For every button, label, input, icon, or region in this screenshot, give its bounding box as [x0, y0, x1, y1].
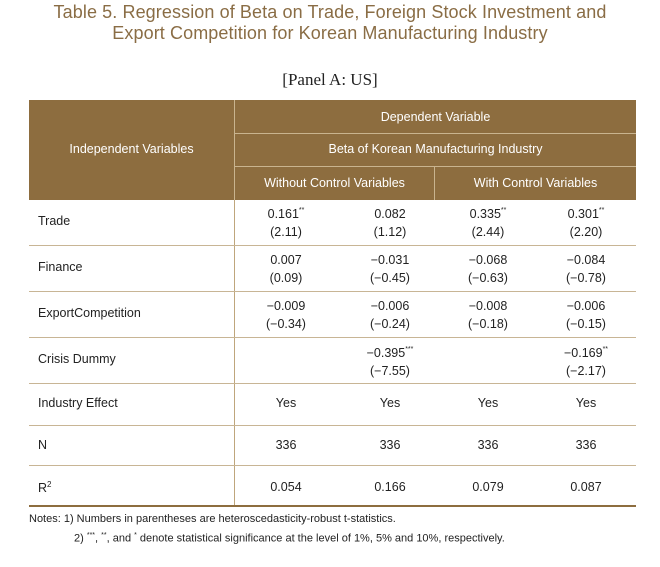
row-separator: [29, 425, 636, 426]
note-1: Notes: 1) Numbers in parentheses are heteroscedasticity-robust t-statistics.: [29, 513, 396, 525]
row-separator: [29, 337, 636, 338]
table-cell: −0.084 (−0.78): [566, 253, 606, 286]
table-title-line2: Export Competition for Korean Manufacturing Industry: [112, 23, 548, 43]
row-label-trade: Trade: [38, 214, 71, 228]
table-header: [29, 100, 636, 200]
table-cell: 336: [477, 438, 499, 452]
row-label-exportcompetition: ExportCompetition: [38, 306, 141, 320]
table-cell: −0.009 (−0.34): [266, 299, 306, 332]
header-rule-2: [235, 166, 636, 167]
note-2: 2) ***, **, and * denote statistical significance at the level of 1%, 5% and 10%, respectively.: [74, 532, 505, 545]
table-cell: 0.079: [472, 480, 504, 494]
table-cell: Yes: [477, 396, 499, 410]
row-label-industry-effect: Industry Effect: [38, 396, 118, 410]
table-title-line1: Table 5. Regression of Beta on Trade, Foreign Stock Investment and: [53, 2, 607, 22]
table-bottom-rule: [29, 505, 636, 507]
header-with-controls: With Control Variables: [473, 176, 598, 190]
row-separator: [29, 291, 636, 292]
table-cell: −0.008 (−0.18): [468, 299, 508, 332]
table-cell: 0.335** (2.44): [469, 207, 507, 240]
row-separator: [29, 383, 636, 384]
row-label-r-squared: $R^2$: [38, 480, 52, 496]
row-separator: [29, 465, 636, 466]
table-cell: −0.169** (−2.17): [563, 346, 609, 379]
table-title: [0, 2, 660, 44]
table-cell: 336: [575, 438, 597, 452]
row-label-n: N: [38, 438, 48, 452]
row-label-finance: Finance: [38, 260, 83, 274]
table-cell: −0.395*** (−7.55): [366, 346, 414, 379]
table-cell: 0.054: [270, 480, 302, 494]
table-cell: 0.082 (1.12): [373, 207, 407, 240]
table-cell: 0.166: [374, 480, 406, 494]
table-cell: −0.006 (−0.15): [566, 299, 606, 332]
header-beta: Beta of Korean Manufacturing Industry: [328, 142, 543, 156]
table-body: [29, 200, 636, 505]
header-dependent: Dependent Variable: [380, 110, 491, 124]
table-cell: Yes: [275, 396, 297, 410]
table-cell: Yes: [379, 396, 401, 410]
row-label-crisis-dummy: Crisis Dummy: [38, 352, 116, 366]
table-cell: 0.161** (2.11): [267, 207, 305, 240]
table-cell: 336: [275, 438, 297, 452]
table-cell: −0.068 (−0.63): [468, 253, 508, 286]
table-cell: 0.301** (2.20): [567, 207, 605, 240]
header-without-controls: Without Control Variables: [264, 176, 405, 190]
table-cell: 0.087: [570, 480, 602, 494]
header-rule-1: [235, 133, 636, 134]
table-cell: 0.007 (0.09): [269, 253, 303, 286]
row-separator: [29, 245, 636, 246]
header-independent: Independent Variables: [69, 142, 194, 156]
table-cell: −0.006 (−0.24): [370, 299, 410, 332]
table-cell: 336: [379, 438, 401, 452]
table-cell: −0.031 (−0.45): [370, 253, 410, 286]
table-cell: Yes: [575, 396, 597, 410]
panel-label: [Panel A: US]: [282, 70, 378, 89]
